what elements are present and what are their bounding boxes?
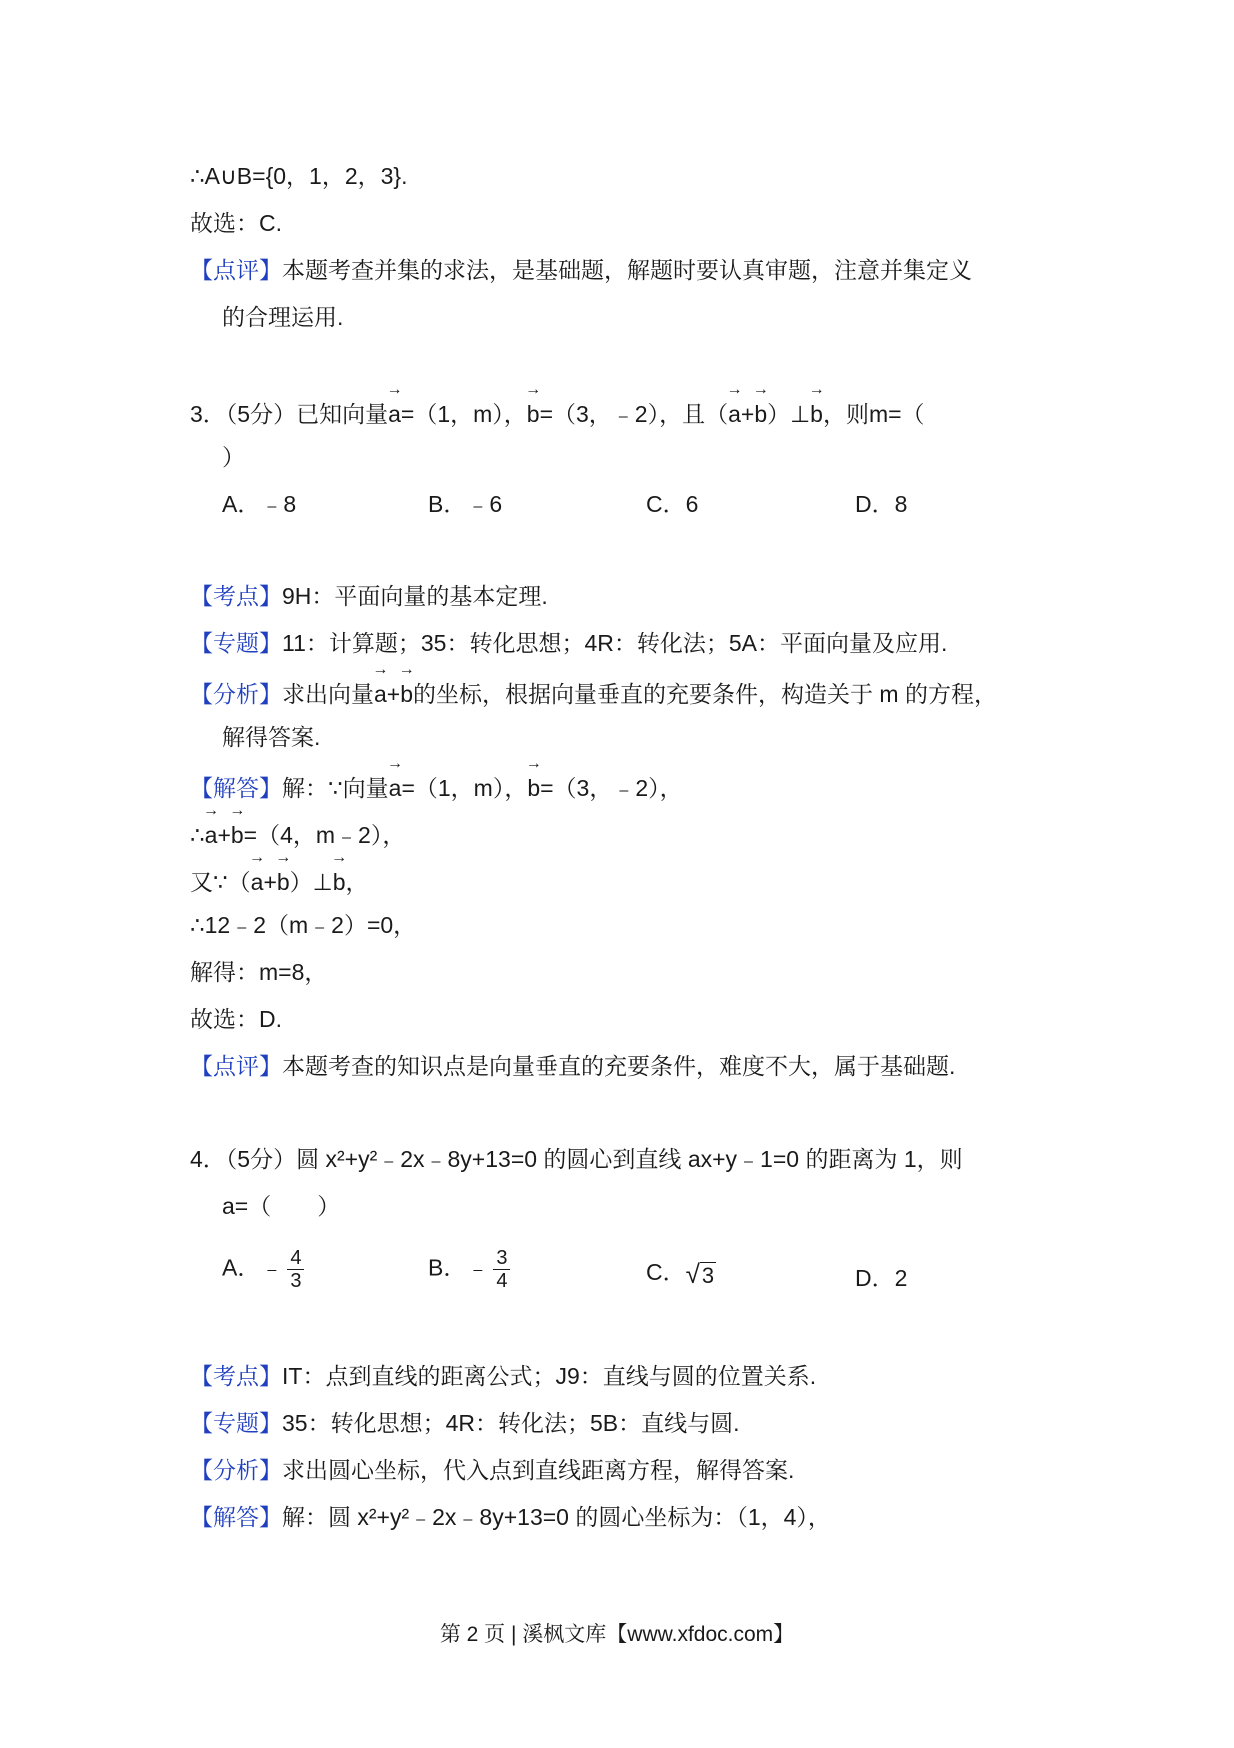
- vector-b: → b: [527, 394, 540, 430]
- q4-jieda: 【解答】解：圆 x²+y²﹣2x﹣8y+13=0 的圆心坐标为：（1，4），: [190, 1504, 831, 1530]
- q3-fenxi-2: 解得答案.: [222, 724, 321, 750]
- q3-step-2: 又∵（→ a+→ b）⊥→ b，: [190, 862, 369, 898]
- q3-zhuanti: 【专题】11：计算题；35：转化思想；4R：转化法；5A：平面向量及应用.: [190, 630, 948, 656]
- fraction: $\frac{4}{3}$: [287, 1247, 304, 1292]
- q4-stem: 4．（5分）圆 x²+y²﹣2x﹣8y+13=0 的圆心到直线 ax+y﹣1=0 的距离为 1，则: [190, 1146, 963, 1172]
- vector-a: → a: [251, 862, 264, 898]
- comment-tag: 【点评】: [190, 257, 282, 283]
- comment-text: 本题考查并集的求法，是基础题，解题时要认真审题，注意并集定义: [282, 257, 972, 283]
- vector-b: → b: [333, 862, 346, 898]
- comment-line: [190, 254, 972, 286]
- vector-a: → a: [389, 768, 402, 804]
- q3-stem: 3．（5分）已知向量→ a=（1，m），→ b=（3，﹣2），且（→ a+→ b）⊥→ b，则m=（: [190, 394, 925, 430]
- vector-b: → b: [527, 768, 540, 804]
- q3-step-4: 解得：m=8，: [190, 959, 328, 985]
- answer-choice: 故选：C.: [190, 210, 282, 236]
- page-footer: 第 2 页 | 溪枫文库【www.xfdoc.com】: [439, 1623, 795, 1646]
- comment-line-2: 的合理运用.: [222, 304, 344, 330]
- q3-step-3: ∴12﹣2（m﹣2）=0，: [190, 912, 417, 938]
- vector-a: → a: [728, 394, 741, 430]
- q3-stem-close: ）: [222, 444, 245, 470]
- vector-b: → b: [400, 674, 413, 710]
- q3-option-d: D．8: [855, 491, 908, 517]
- q3-option-b: B．﹣6: [428, 491, 503, 517]
- q3-kaodian: 【考点】9H：平面向量的基本定理.: [190, 583, 548, 609]
- q4-option-c: C． √ 3: [646, 1259, 715, 1290]
- vector-b: → b: [231, 815, 244, 851]
- q3-jieda: 【解答】解：∵向量→ a=（1，m），→ b=（3，﹣2），: [190, 768, 683, 804]
- q4-stem-2: a=（ ）: [222, 1193, 341, 1219]
- fraction: $\frac{3}{4}$: [493, 1247, 510, 1292]
- q3-dianping: 【点评】本题考查的知识点是向量垂直的充要条件，难度不大，属于基础题.: [190, 1053, 956, 1079]
- vector-b: → b: [277, 862, 290, 898]
- q3-option-c: C．6: [646, 491, 699, 517]
- vector-b: → b: [810, 394, 823, 430]
- q3-option-a: A．﹣8: [222, 491, 297, 517]
- q4-option-d: D．2: [855, 1265, 908, 1291]
- vector-a: → a: [374, 674, 387, 710]
- vector-a: → a: [388, 394, 401, 430]
- q4-zhuanti: 【专题】35：转化思想；4R：转化法；5B：直线与圆.: [190, 1410, 740, 1436]
- radical-sign-icon: √: [685, 1259, 700, 1290]
- vector-a: → a: [205, 815, 218, 851]
- vector-b: → b: [754, 394, 767, 430]
- q4-option-b: B．﹣ $\frac{3}{4}$: [428, 1247, 510, 1292]
- q4-fenxi: 【分析】求出圆心坐标，代入点到直线距离方程，解得答案.: [190, 1457, 795, 1483]
- q3-step-1: ∴→ a+→ b=（4，m﹣2），: [190, 815, 405, 851]
- union-result: ∴A∪B={0，1，2，3}.: [190, 163, 408, 189]
- q3-step-5: 故选：D.: [190, 1006, 282, 1032]
- q4-option-a: A．﹣ $\frac{4}{3}$: [222, 1247, 304, 1292]
- square-root: √ 3: [685, 1259, 715, 1290]
- q3-fenxi: 【分析】求出向量→ a+→ b的坐标，根据向量垂直的充要条件，构造关于 m 的方程，: [190, 674, 997, 710]
- q4-kaodian: 【考点】IT：点到直线的距离公式；J9：直线与圆的位置关系.: [190, 1363, 817, 1389]
